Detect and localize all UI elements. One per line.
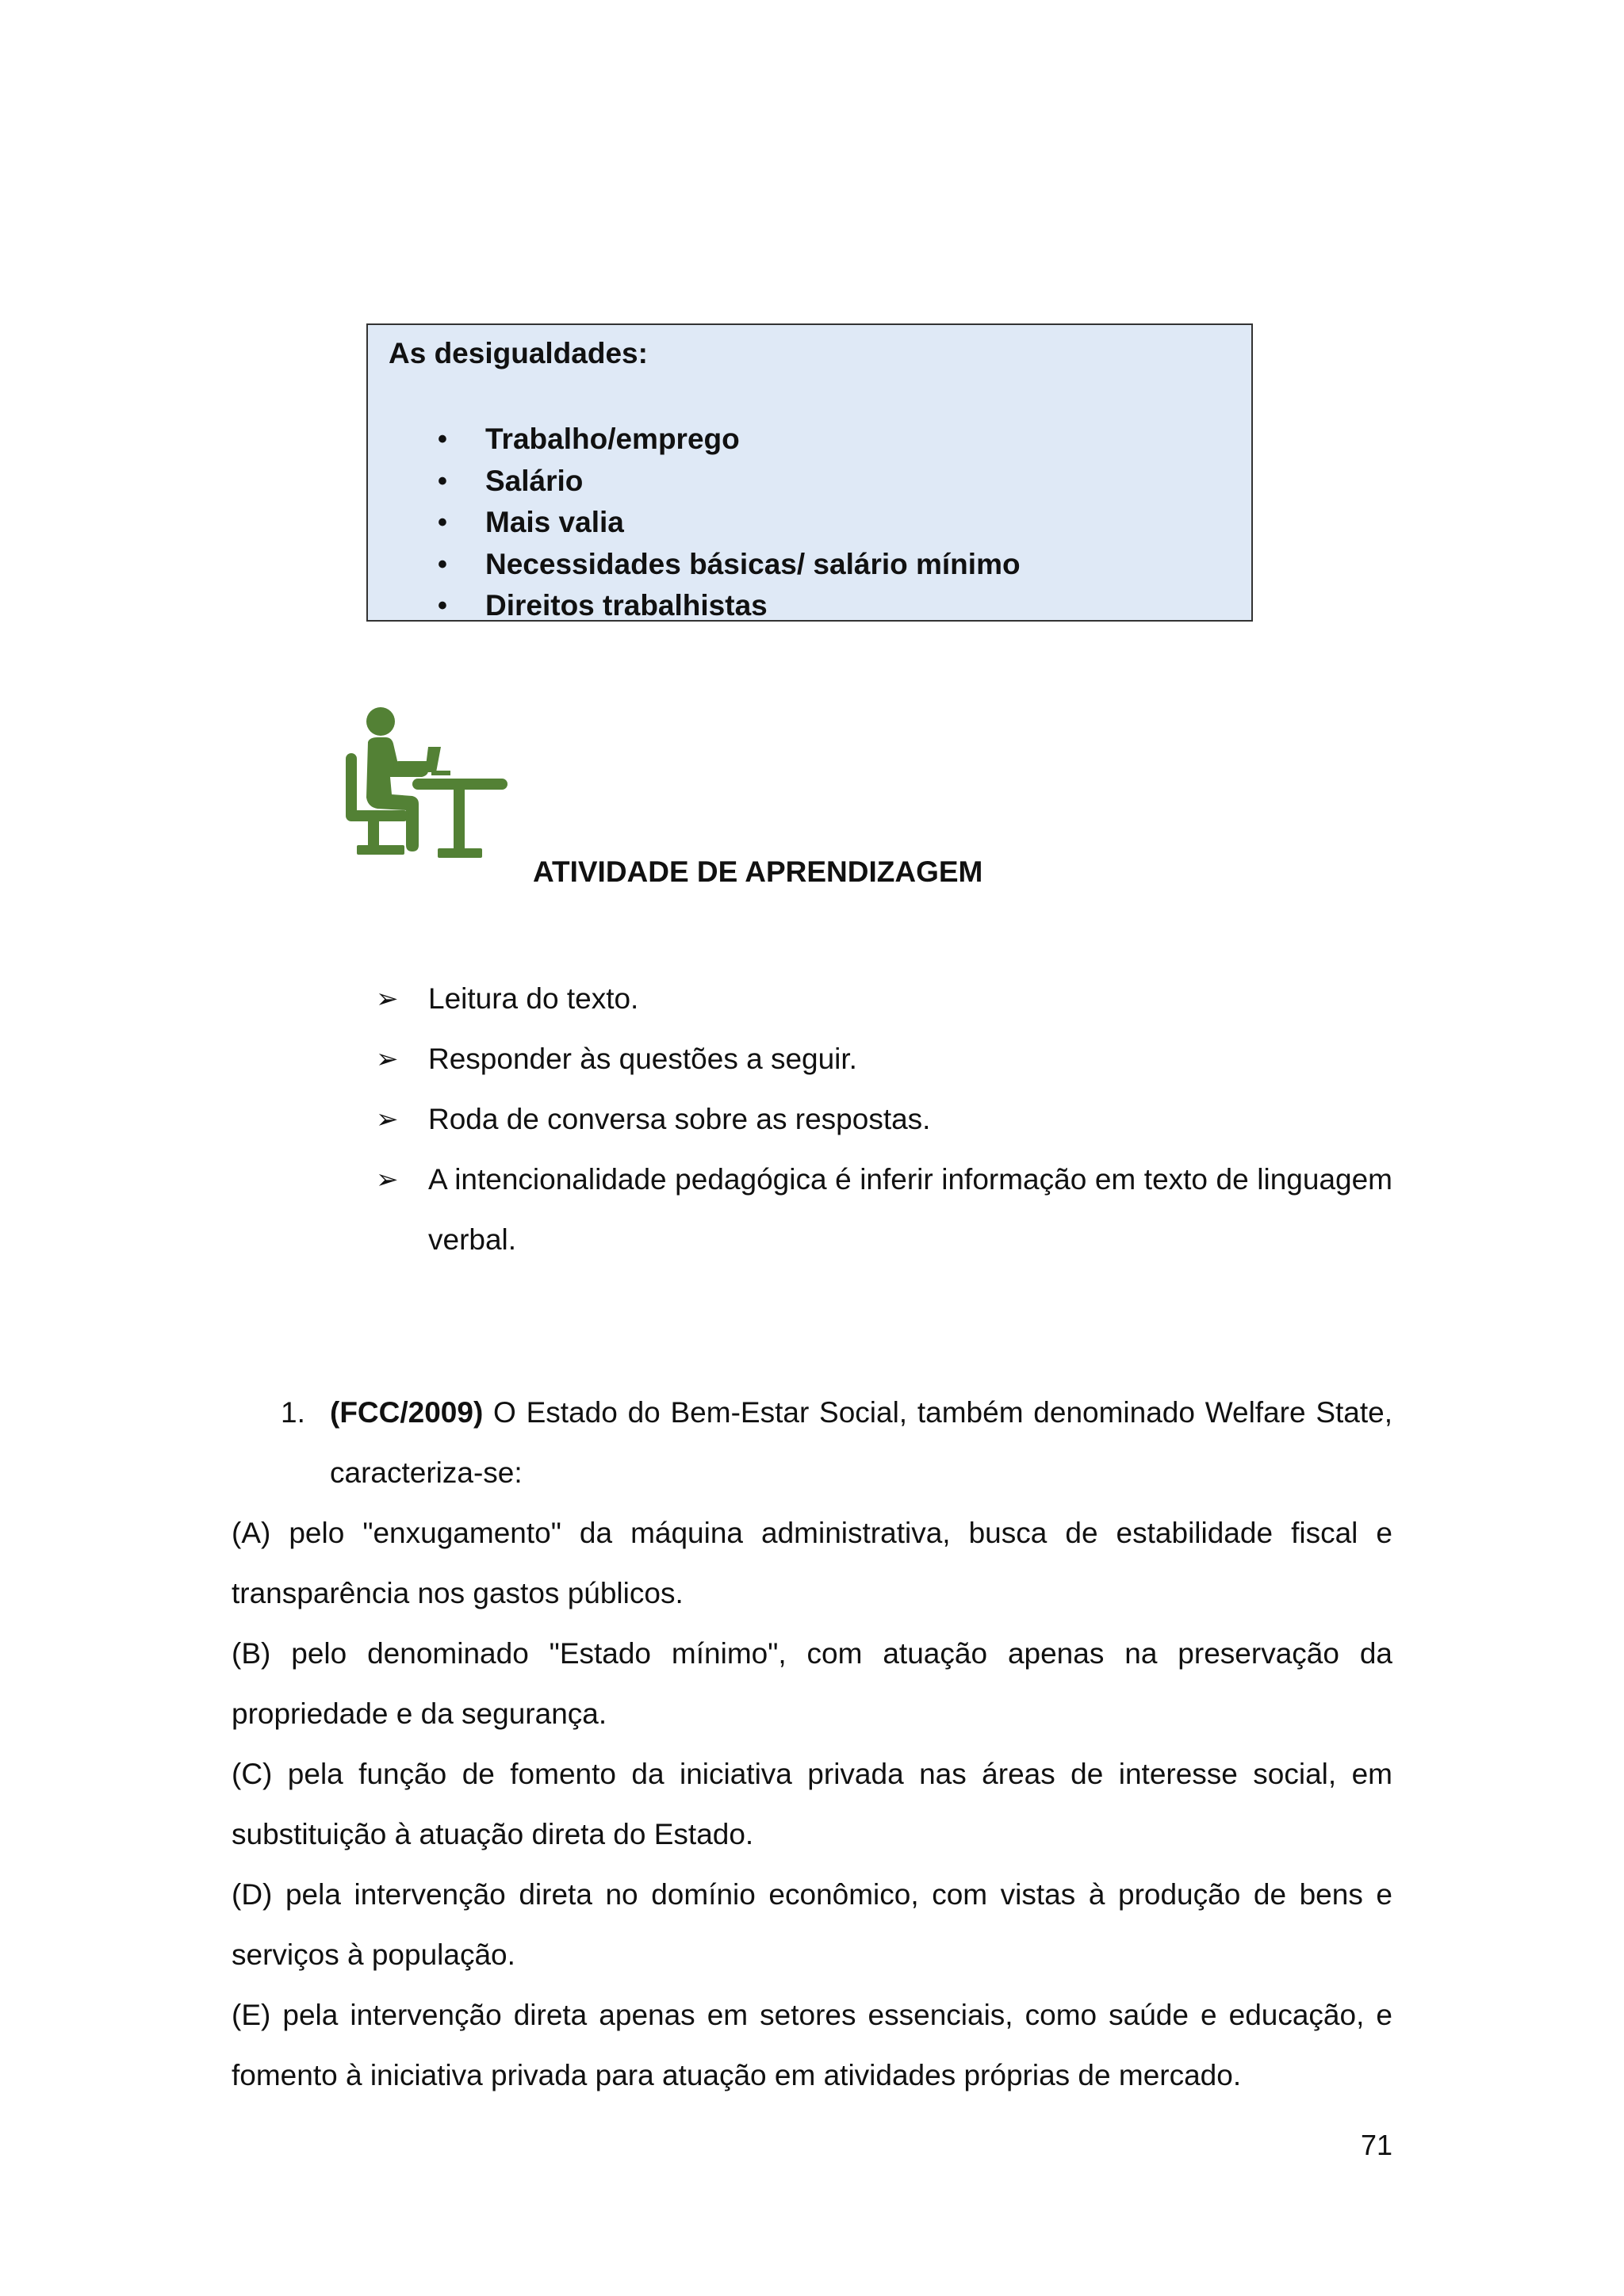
list-item-text: Responder às questões a seguir. [428, 1043, 857, 1075]
list-item-text: Necessidades básicas/ salário mínimo [485, 547, 1021, 580]
list-item-text: Salário [485, 464, 584, 497]
answer-option-c: (C) pela função de fomento da iniciativa privada nas áreas de interesse social, em substituição à atuação direta do Estado. [232, 1758, 1392, 1850]
bullet-icon: • [438, 507, 447, 538]
answer-option-a: (A) pelo "enxugamento" da máquina administrativa, busca de estabilidade fiscal e transparência nos gastos públicos. [232, 1517, 1392, 1609]
list-item-text: Mais valia [485, 506, 624, 538]
question-number: 1. [281, 1396, 305, 1429]
inequalities-title: As desigualdades: [389, 337, 648, 369]
arrow-bullet-icon: ➢ [376, 1104, 399, 1135]
page-number: 71 [1361, 2129, 1393, 2161]
list-item-text: A intencionalidade pedagógica é inferir informação em texto de linguagem verbal. [428, 1163, 1392, 1256]
answer-option-d: (D) pela intervenção direta no domínio econômico, com vistas à produção de bens e serviços à população. [232, 1878, 1392, 1971]
answer-option-e: (E) pela intervenção direta apenas em setores essenciais, como saúde e educação, e fomento à iniciativa privada para atuação em atividades próprias de mercado. [232, 1999, 1392, 2091]
list-item [376, 969, 1392, 1029]
inequalities-box [366, 323, 1253, 622]
question-text: O Estado do Bem-Estar Social, também denominado Welfare State, caracteriza-se: [330, 1396, 1392, 1489]
list-item [376, 1150, 1392, 1270]
bullet-icon: • [438, 549, 447, 580]
arrow-bullet-icon: ➢ [376, 1044, 399, 1074]
person-at-desk-icon [346, 706, 508, 859]
question-1 [232, 1383, 1392, 2106]
activity-title: ATIVIDADE DE APRENDIZAGEM [533, 855, 983, 888]
list-item-text: Direitos trabalhistas [485, 589, 768, 622]
list-item-text: Leitura do texto. [428, 982, 639, 1015]
question-source: (FCC/2009) [330, 1396, 484, 1429]
bullet-icon: • [438, 465, 447, 496]
bullet-icon: • [438, 424, 447, 454]
activity-list [376, 969, 1392, 1270]
list-item [376, 1089, 1392, 1150]
list-item-text: Roda de conversa sobre as respostas. [428, 1103, 931, 1135]
list-item-text: Trabalho/emprego [485, 423, 740, 455]
answer-option-b: (B) pelo denominado "Estado mínimo", com atuação apenas na preservação da propriedade e da segurança. [232, 1637, 1392, 1730]
question-stem [232, 1383, 1392, 1503]
arrow-bullet-icon: ➢ [376, 984, 399, 1014]
arrow-bullet-icon: ➢ [376, 1165, 399, 1195]
list-item [376, 1029, 1392, 1089]
bullet-icon: • [438, 591, 447, 621]
